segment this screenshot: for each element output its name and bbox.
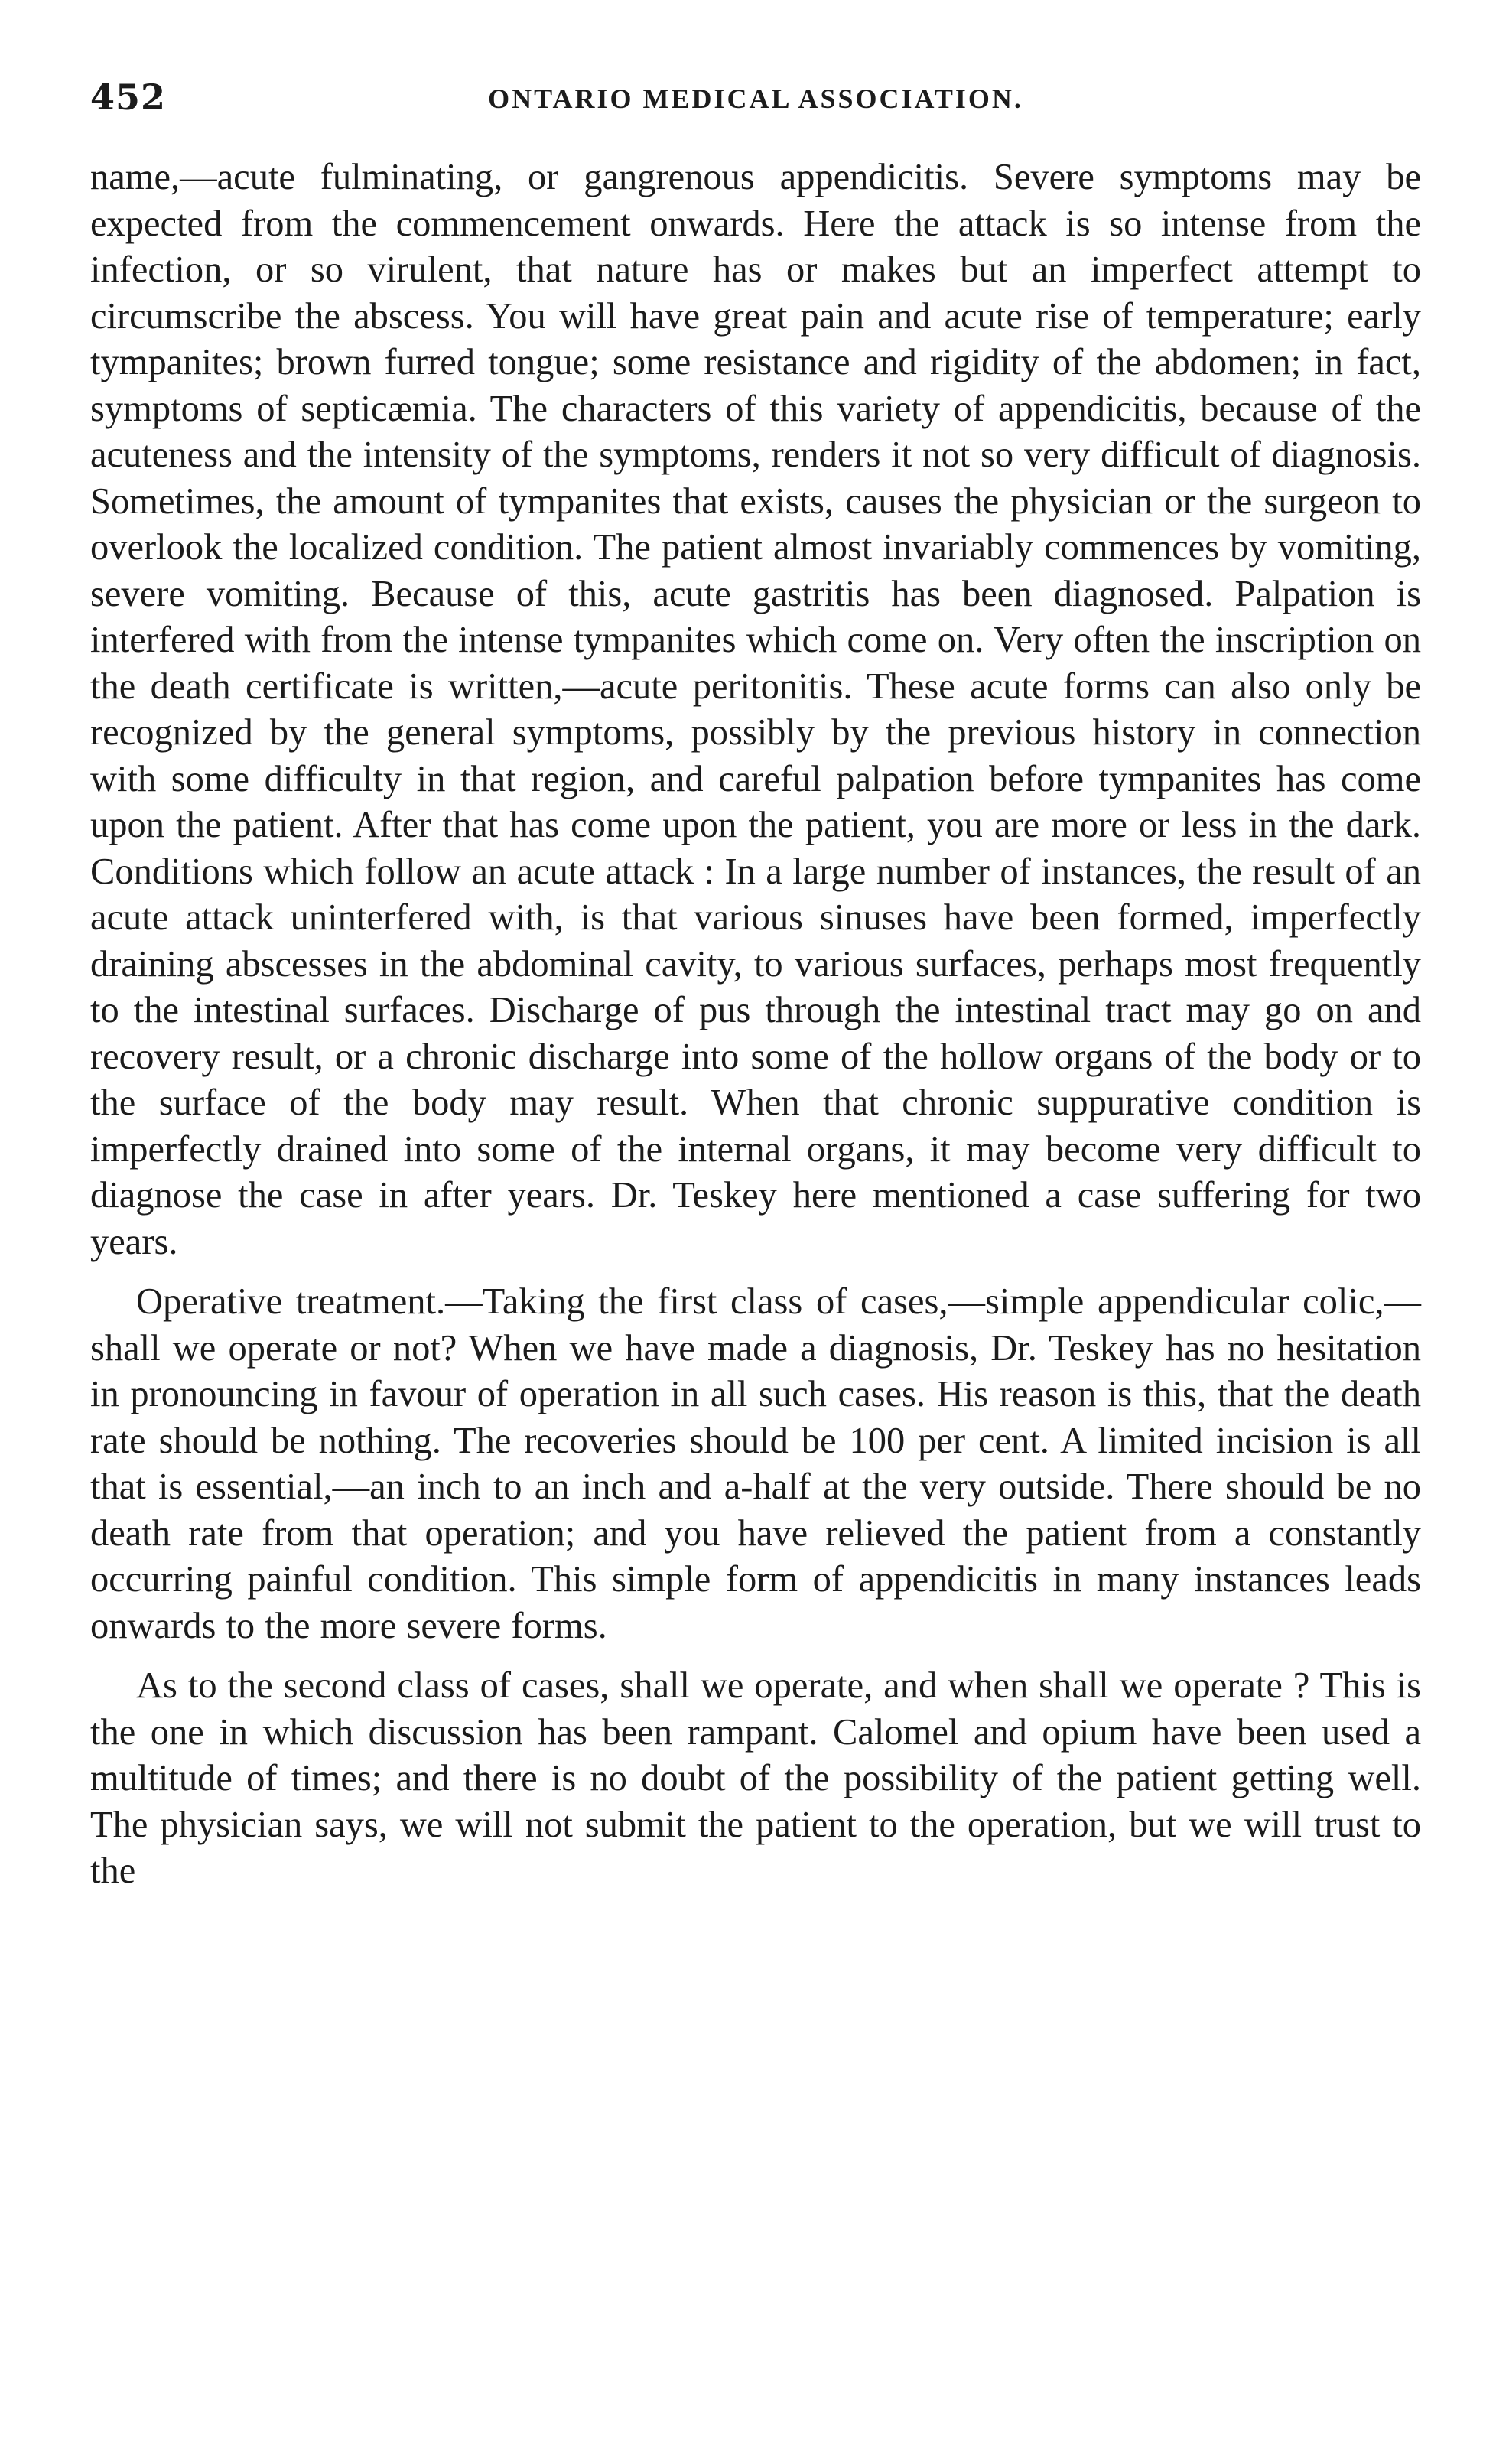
paragraph-1: name,—acute fulminating, or gangrenous appendicitis. Severe symptoms may be expected from the commencement onwards. Here the attack is so intense from the infection, or so virulent, that nature has or makes but an imperfect attempt to circumscribe the abscess. You will have great pain and acute rise of temperature; early tympanites; brown furred tongue; some resistance and rigidity of the abdomen; in fact, symptoms of septicæmia. The characters of this variety of appendicitis, because of the acuteness and the intensity of the symptoms, renders it not so very difficult of diagnosis. Sometimes, the amount of tympanites that exists, causes the physician or the surgeon to overlook the localized condition. The patient almost invariably commences by vomiting, severe vomiting. Because of this, acute gastritis has been diagnosed. Palpation is interfered with from the intense tympanites which come on. Very often the inscription on the death certificate is written,—acute peritonitis. These acute forms can also only be recognized by the general symptoms, possibly by the previous history in connection with some difficulty in that region, and careful palpation before tympanites has come upon the patient. After that has come upon the patient, you are more or less in the dark. Conditions which follow an acute attack : In a large number of instances, the result of an acute attack uninterfered with, is that various sinuses have been formed, imperfectly draining abscesses in the abdominal cavity, to various surfaces, perhaps most frequently to the intestinal surfaces. Discharge of pus through the intestinal tract may go on and recovery result, or a chronic discharge into some of the hollow organs of the body or to the surface of the body may result. When that chronic suppurative condition is imperfectly drained into some of the internal organs, it may become very difficult to diagnose the case in after years. Dr. Teskey here mentioned a case suffering for two years. [90,157,1421,1262]
page-header [90,76,1421,138]
running-head: ONTARIO MEDICAL ASSOCIATION. [488,83,1023,114]
body-text [90,155,1421,1895]
paragraph-3: As to the second class of cases, shall we operate, and when shall we operate ? This is the one in which discussion has been rampant. Calomel and opium have been used a multitude of times; and there is no doubt of the possibility of the patient getting well. The physician says, we will not submit the patient to the operation, but we will trust to the [90,1665,1421,1891]
page-number: 452 [90,76,167,118]
document-page [90,76,1421,1909]
paragraph-2: Operative treatment.—Taking the first class of cases,—simple appendicular colic,—shall we operate or not? When we have made a diagnosis, Dr. Teskey has no hesitation in pronouncing in favour of operation in all such cases. His reason is this, that the death rate should be nothing. The recoveries should be 100 per cent. A limited incision is all that is essential,—an inch to an inch and a-half at the very outside. There should be no death rate from that operation; and you have relieved the patient from a constantly occurring painful condition. This simple form of appendicitis in many instances leads onwards to the more severe forms. [90,1281,1421,1646]
